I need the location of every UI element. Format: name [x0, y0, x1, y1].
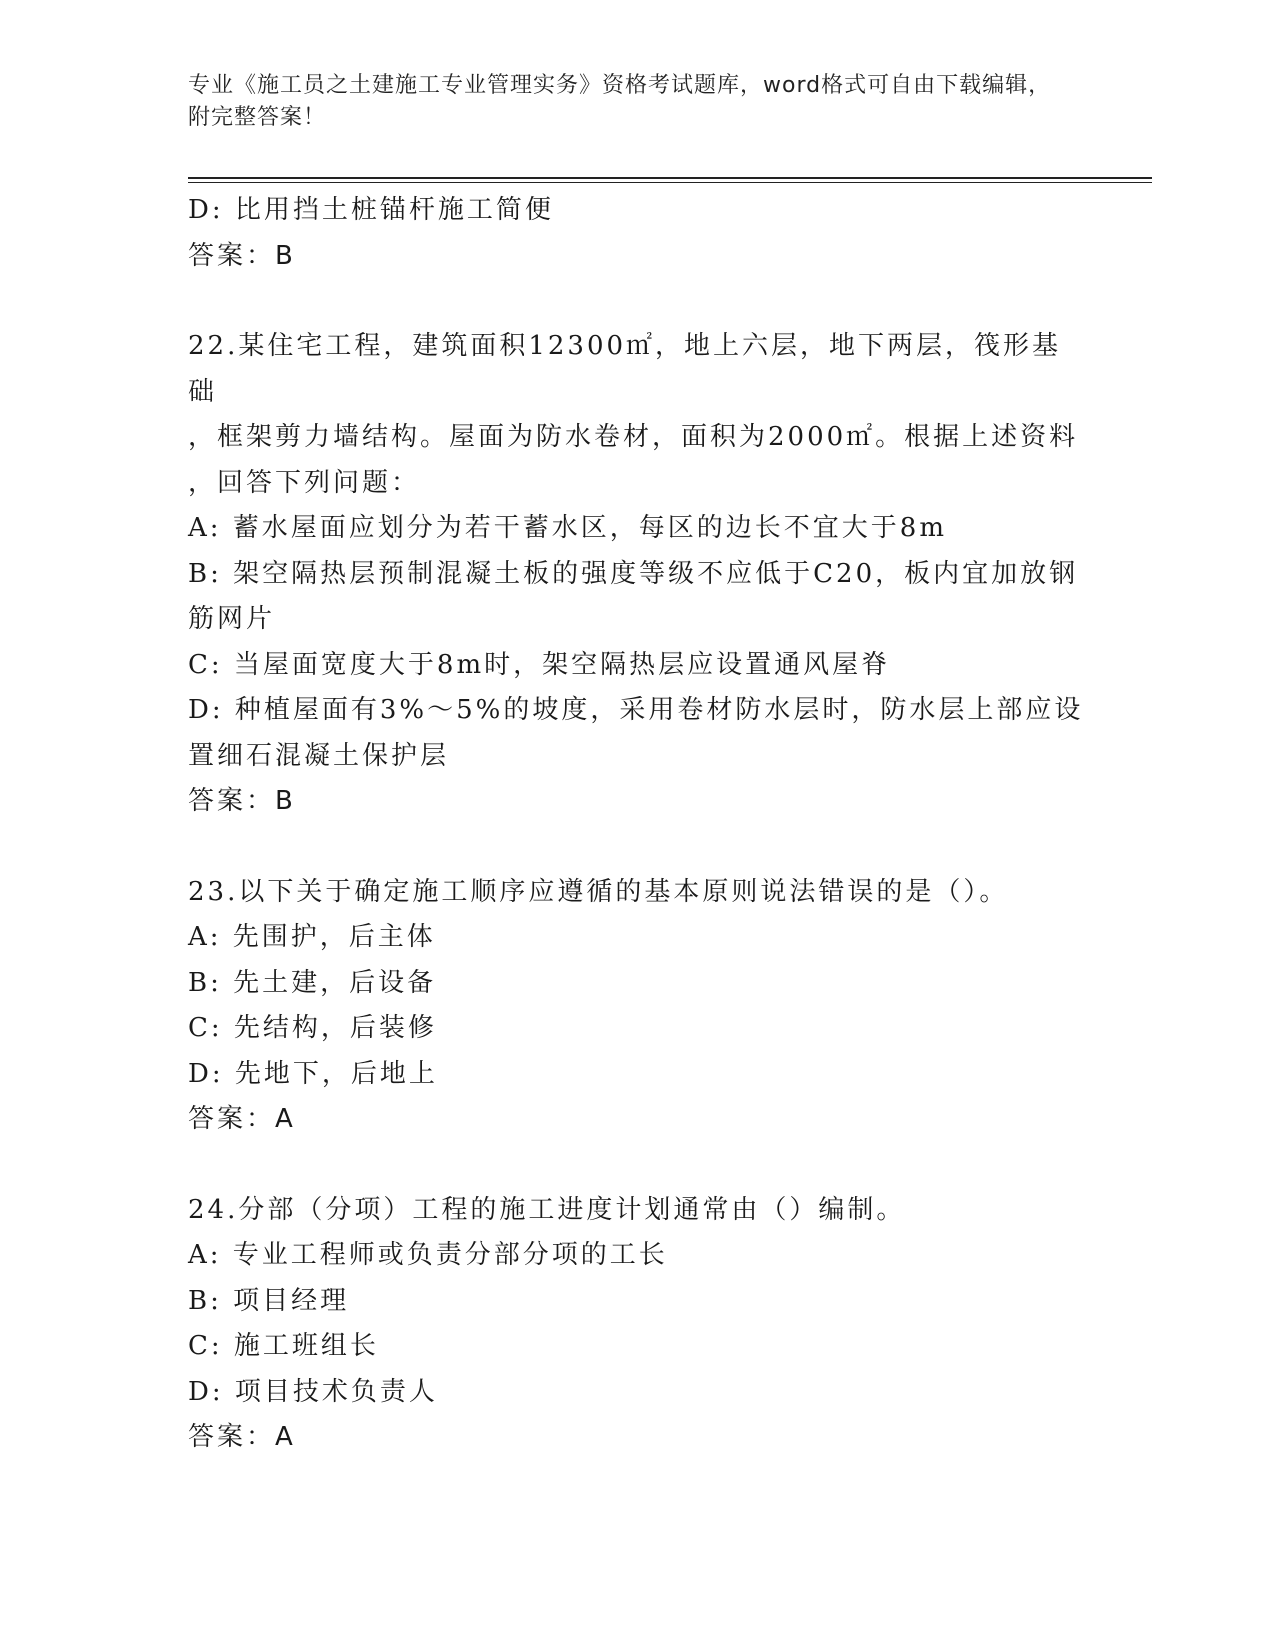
option-c: C: 当屋面宽度大于8m时，架空隔热层应设置通风屋脊: [188, 649, 891, 680]
answer-line: 答案：A: [188, 1104, 296, 1134]
answer-line: 答案：A: [188, 1422, 296, 1452]
header-divider-thin: [188, 182, 1152, 183]
option-b: B: 先土建，后设备: [188, 967, 437, 998]
answer-line: 答案：B: [188, 240, 296, 271]
question-content: [188, 188, 1088, 1461]
spacer: [188, 825, 1088, 870]
option-a: A: 先围护，后主体: [188, 922, 436, 952]
option-d-continued: 置细石混凝土保护层: [188, 740, 450, 771]
option-d: D: 比用挡土桩锚杆施工简便: [188, 195, 554, 225]
question-stem: 24.分部（分项）工程的施工进度计划通常由（）编制。: [188, 1194, 906, 1225]
option-a: A: 专业工程师或负责分部分项的工长: [188, 1240, 668, 1270]
previous-question-tail: [188, 188, 1088, 279]
option-b-continued: 筋网片: [188, 604, 276, 634]
header-divider-thick: [188, 177, 1152, 179]
spacer: [188, 1143, 1088, 1188]
question-24: [188, 1188, 1088, 1461]
option-b: B: 项目经理: [188, 1285, 350, 1316]
question-stem: ，框架剪力墙结构。屋面为防水卷材，面积为2000㎡。根据上述资料: [188, 422, 1079, 452]
option-b: B: 架空隔热层预制混凝土板的强度等级不应低于C20，板内宜加放钢: [188, 558, 1079, 589]
question-23: [188, 870, 1088, 1143]
spacer: [188, 279, 1088, 324]
question-stem: ，回答下列问题：: [188, 467, 421, 498]
option-c: C: 先结构，后装修: [188, 1013, 437, 1043]
document-header: 专业《施工员之土建施工专业管理实务》资格考试题库，word格式可自由下载编辑，附完整答案！: [188, 73, 1052, 130]
question-stem: 23.以下关于确定施工顺序应遵循的基本原则说法错误的是（）。: [188, 876, 1009, 907]
answer-line: 答案：B: [188, 786, 296, 816]
option-d: D: 种植屋面有3%～5%的坡度，采用卷材防水层时，防水层上部应设: [188, 695, 1084, 725]
option-d: D: 先地下，后地上: [188, 1058, 438, 1089]
option-c: C: 施工班组长: [188, 1331, 379, 1361]
question-stem: 22.某住宅工程，建筑面积12300㎡，地上六层，地下两层，筏形基础: [188, 331, 1062, 407]
option-a: A: 蓄水屋面应划分为若干蓄水区，每区的边长不宜大于8m: [188, 513, 947, 543]
option-d: D: 项目技术负责人: [188, 1376, 438, 1407]
question-22: [188, 324, 1088, 825]
